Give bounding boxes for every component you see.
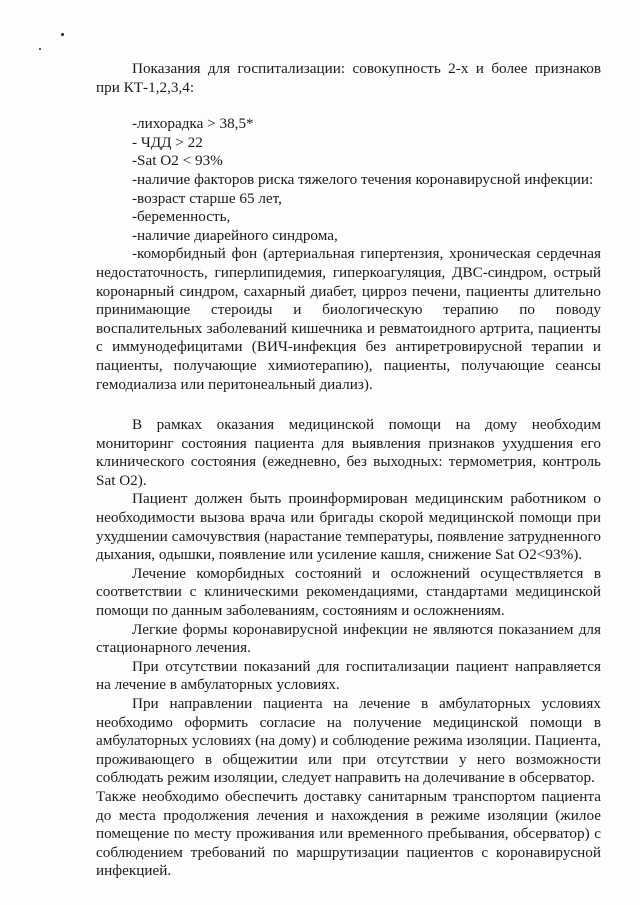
monitoring-paragraph: В рамках оказания медицинской помощи на дому необходим мониторинг состояния пациента для выявления признаков ухудшения его клинического состояния (ежедневно, без выходных: термометрия, контроль Sat O2). — [96, 416, 601, 489]
transport-paragraph: Также необходимо обеспечить доставку санитарным транспортом пациента до места продолжения лечения и нахождения в режиме изоляции (жилое помещение по месту проживания или временного пребывания, обсерватор) с соблюдением требований по маршрутизации пациентов с коронавирусной инфекцией. — [96, 787, 601, 880]
outpatient-consent-paragraph: При направлении пациента на лечение в амбулаторных условиях необходимо оформить согласие на получение медицинской помощи в амбулаторных условиях (на дому) и соблюдение режима изоляции. Пациента, проживающего в общежитии или при отсутствии у него возможности соблюдать режим изоляции, следует направить на долечивание в обсерватор. — [96, 695, 601, 787]
spacer — [96, 394, 601, 416]
criterion-comorbid: -коморбидный фон (артериальная гипертензия, хроническая сердечная недостаточность, гиперлипидемия, гиперкоагуляция, ДВС-синдром, острый коронарный синдром, сахарный диабет, цирроз печени, пациенты длительно принимающие стероиды и биологическую терапию по поводу воспалительных заболеваний кишечника и ревматоидного артрита, пациенты с иммунодефицитами (ВИЧ-инфекция без антиретровирусной терапии и пациенты, получающие химиотерапию), пациенты, получающие сеансы гемодиализа или перитонеальный диализ). — [96, 245, 601, 393]
document-body — [96, 60, 601, 881]
criterion-fever: -лихорадка > 38,5* — [132, 115, 254, 133]
comorbid-treatment-paragraph: Лечение коморбидных состояний и осложнений осуществляется в соответствии с клиническими рекомендациями, стандартами медицинской помощи по данным заболеваниям, состояниям и осложнениям. — [96, 564, 601, 620]
criterion-age: -возраст старше 65 лет, — [132, 189, 282, 207]
criterion-risk-factors: -наличие факторов риска тяжелого течения коронавирусной инфекции: — [132, 170, 594, 188]
scan-speck — [39, 48, 41, 50]
scan-speck — [61, 33, 64, 36]
outpatient-paragraph: При отсутствии показаний для госпитализации пациент направляется на лечение в амбулаторных условиях. — [96, 657, 601, 694]
criterion-pregnancy: -беременность, — [132, 208, 231, 226]
criterion-diarrhea: -наличие диарейного синдрома, — [132, 226, 338, 244]
hospitalization-intro: Показания для госпитализации: совокупность 2-х и более признаков при КТ-1,2,3,4: — [96, 60, 601, 96]
criterion-saturation: -Sat O2 < 93% — [132, 152, 223, 170]
criterion-respiratory-rate: - ЧДД > 22 — [132, 133, 203, 151]
patient-informed-paragraph: Пациент должен быть проинформирован медицинским работником о необходимости вызова врача или бригады скорой медицинской помощи при ухудшении самочувствия (нарастание температуры, появление затрудненного дыхания, одышки, появление или усиление кашля, снижение Sat O2<93%). — [96, 490, 601, 564]
spacer — [96, 97, 601, 115]
mild-forms-paragraph: Легкие формы коронавирусной инфекции не являются показанием для стационарного лечения. — [96, 620, 601, 657]
